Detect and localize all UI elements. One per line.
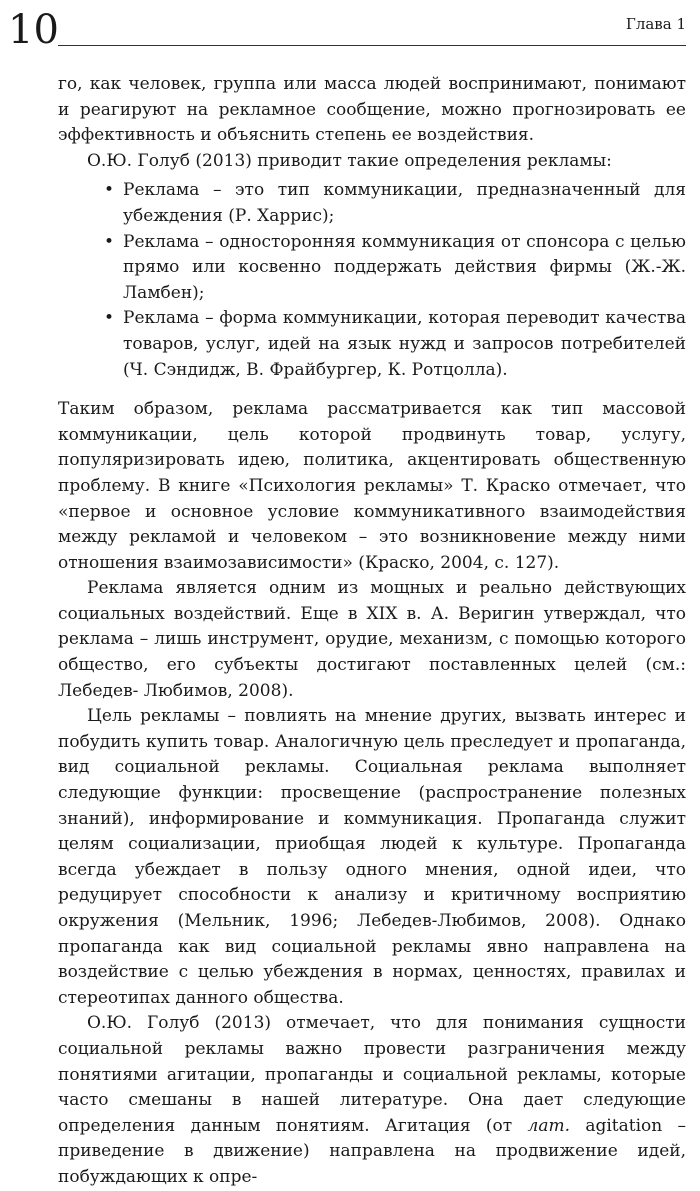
- paragraph-advertising-goal: Цель рекламы – повлиять на мнение других, вызвать интерес и побудить купить товар. Аналогичную цель преследует и пропаганда, вид социальной рекламы. Социальная реклама выполняет следующие функции: просвещение (распространение полезных знаний), информирование и коммуникация. Пропаганда служит целям социализации, приобщая людей к культуре. Пропаганда всегда убеждает в пользу одного мнения, одной идеи, что редуцирует способности к анализу и критичному восприятию окружения (Мельник, 1996; Лебедев-Любимов, 2008). Однако пропаганда как вид социальной рекламы явно направлена на воздействие с целью убеждения в нормах, ценностях, правилах и стереотипах данного общества.: [58, 706, 686, 1008]
- list-item-text: Реклама – односторонняя коммуникация от спонсора с целью прямо или косвенно поддержать действия фирмы (Ж.-Ж. Ламбен);: [123, 231, 686, 303]
- paragraph-mass-communication: Таким образом, реклама рассматривается как тип массовой коммуникации, цель которой продвинуть товар, услугу, популяризировать идею, политика, акцентировать общественную проблему. В книге «Психология рекламы» Т. Краско отмечает, что «первое и основное условие коммуникативного взаимодействия между рекламой и человеком – это возникновение между ними отношения взаимозависимости» (Краско, 2004, с. 127).: [58, 399, 686, 573]
- paragraph-definitions-intro: О.Ю. Голуб (2013) приводит такие определения рекламы:: [87, 150, 612, 171]
- paragraph-continuation: го, как человек, группа или масса людей воспринимают, понимают и реагируют на рекламное сообщение, можно прогнозировать ее эффективность и объяснить степень ее воздействия.: [58, 74, 686, 146]
- bullet-icon: •: [104, 308, 115, 329]
- paragraph-text-end: agitation – приведение в движение) направлена на продвижение идей, побуждающих к опре-: [58, 1115, 687, 1187]
- body-text: [58, 72, 686, 1191]
- bullet-icon: •: [104, 180, 115, 201]
- list-item: [58, 230, 686, 307]
- definitions-list: [58, 178, 686, 383]
- page-number: 10: [8, 7, 59, 53]
- list-item: [58, 306, 686, 383]
- paragraph-social-impact: Реклама является одним из мощных и реально действующих социальных воздействий. Еще в XIX в. А. Веригин утверждал, что реклама – лишь инструмент, орудие, механизм, с помощью которого общество, его субъекты достигают поставленных целей (см.: Лебедев- Любимов, 2008).: [58, 578, 686, 701]
- page-header: [0, 0, 700, 60]
- latin-abbreviation: лат.: [527, 1115, 570, 1136]
- paragraph-golub-distinctions: [58, 1011, 686, 1190]
- paragraph-text-start: О.Ю. Голуб (2013) отмечает, что для понимания сущности социальной рекламы важно провести разграничения между понятиями агитации, пропаганды и социальной рекламы, которые часто смешаны в нашей литературе. Она дает следующие определения данным понятиям. Агитация (от: [58, 1013, 686, 1136]
- list-item-text: Реклама – форма коммуникации, которая переводит качества товаров, услуг, идей на язык нужд и запросов потребителей (Ч. Сэндидж, В. Фрайбургер, К. Ротцолла).: [123, 308, 686, 380]
- bullet-icon: •: [104, 231, 115, 252]
- header-rule: [58, 45, 686, 46]
- list-item-text: Реклама – это тип коммуникации, предназначенный для убеждения (Р. Харрис);: [123, 180, 686, 226]
- list-item: [58, 178, 686, 229]
- chapter-title: Глава 1: [625, 15, 686, 33]
